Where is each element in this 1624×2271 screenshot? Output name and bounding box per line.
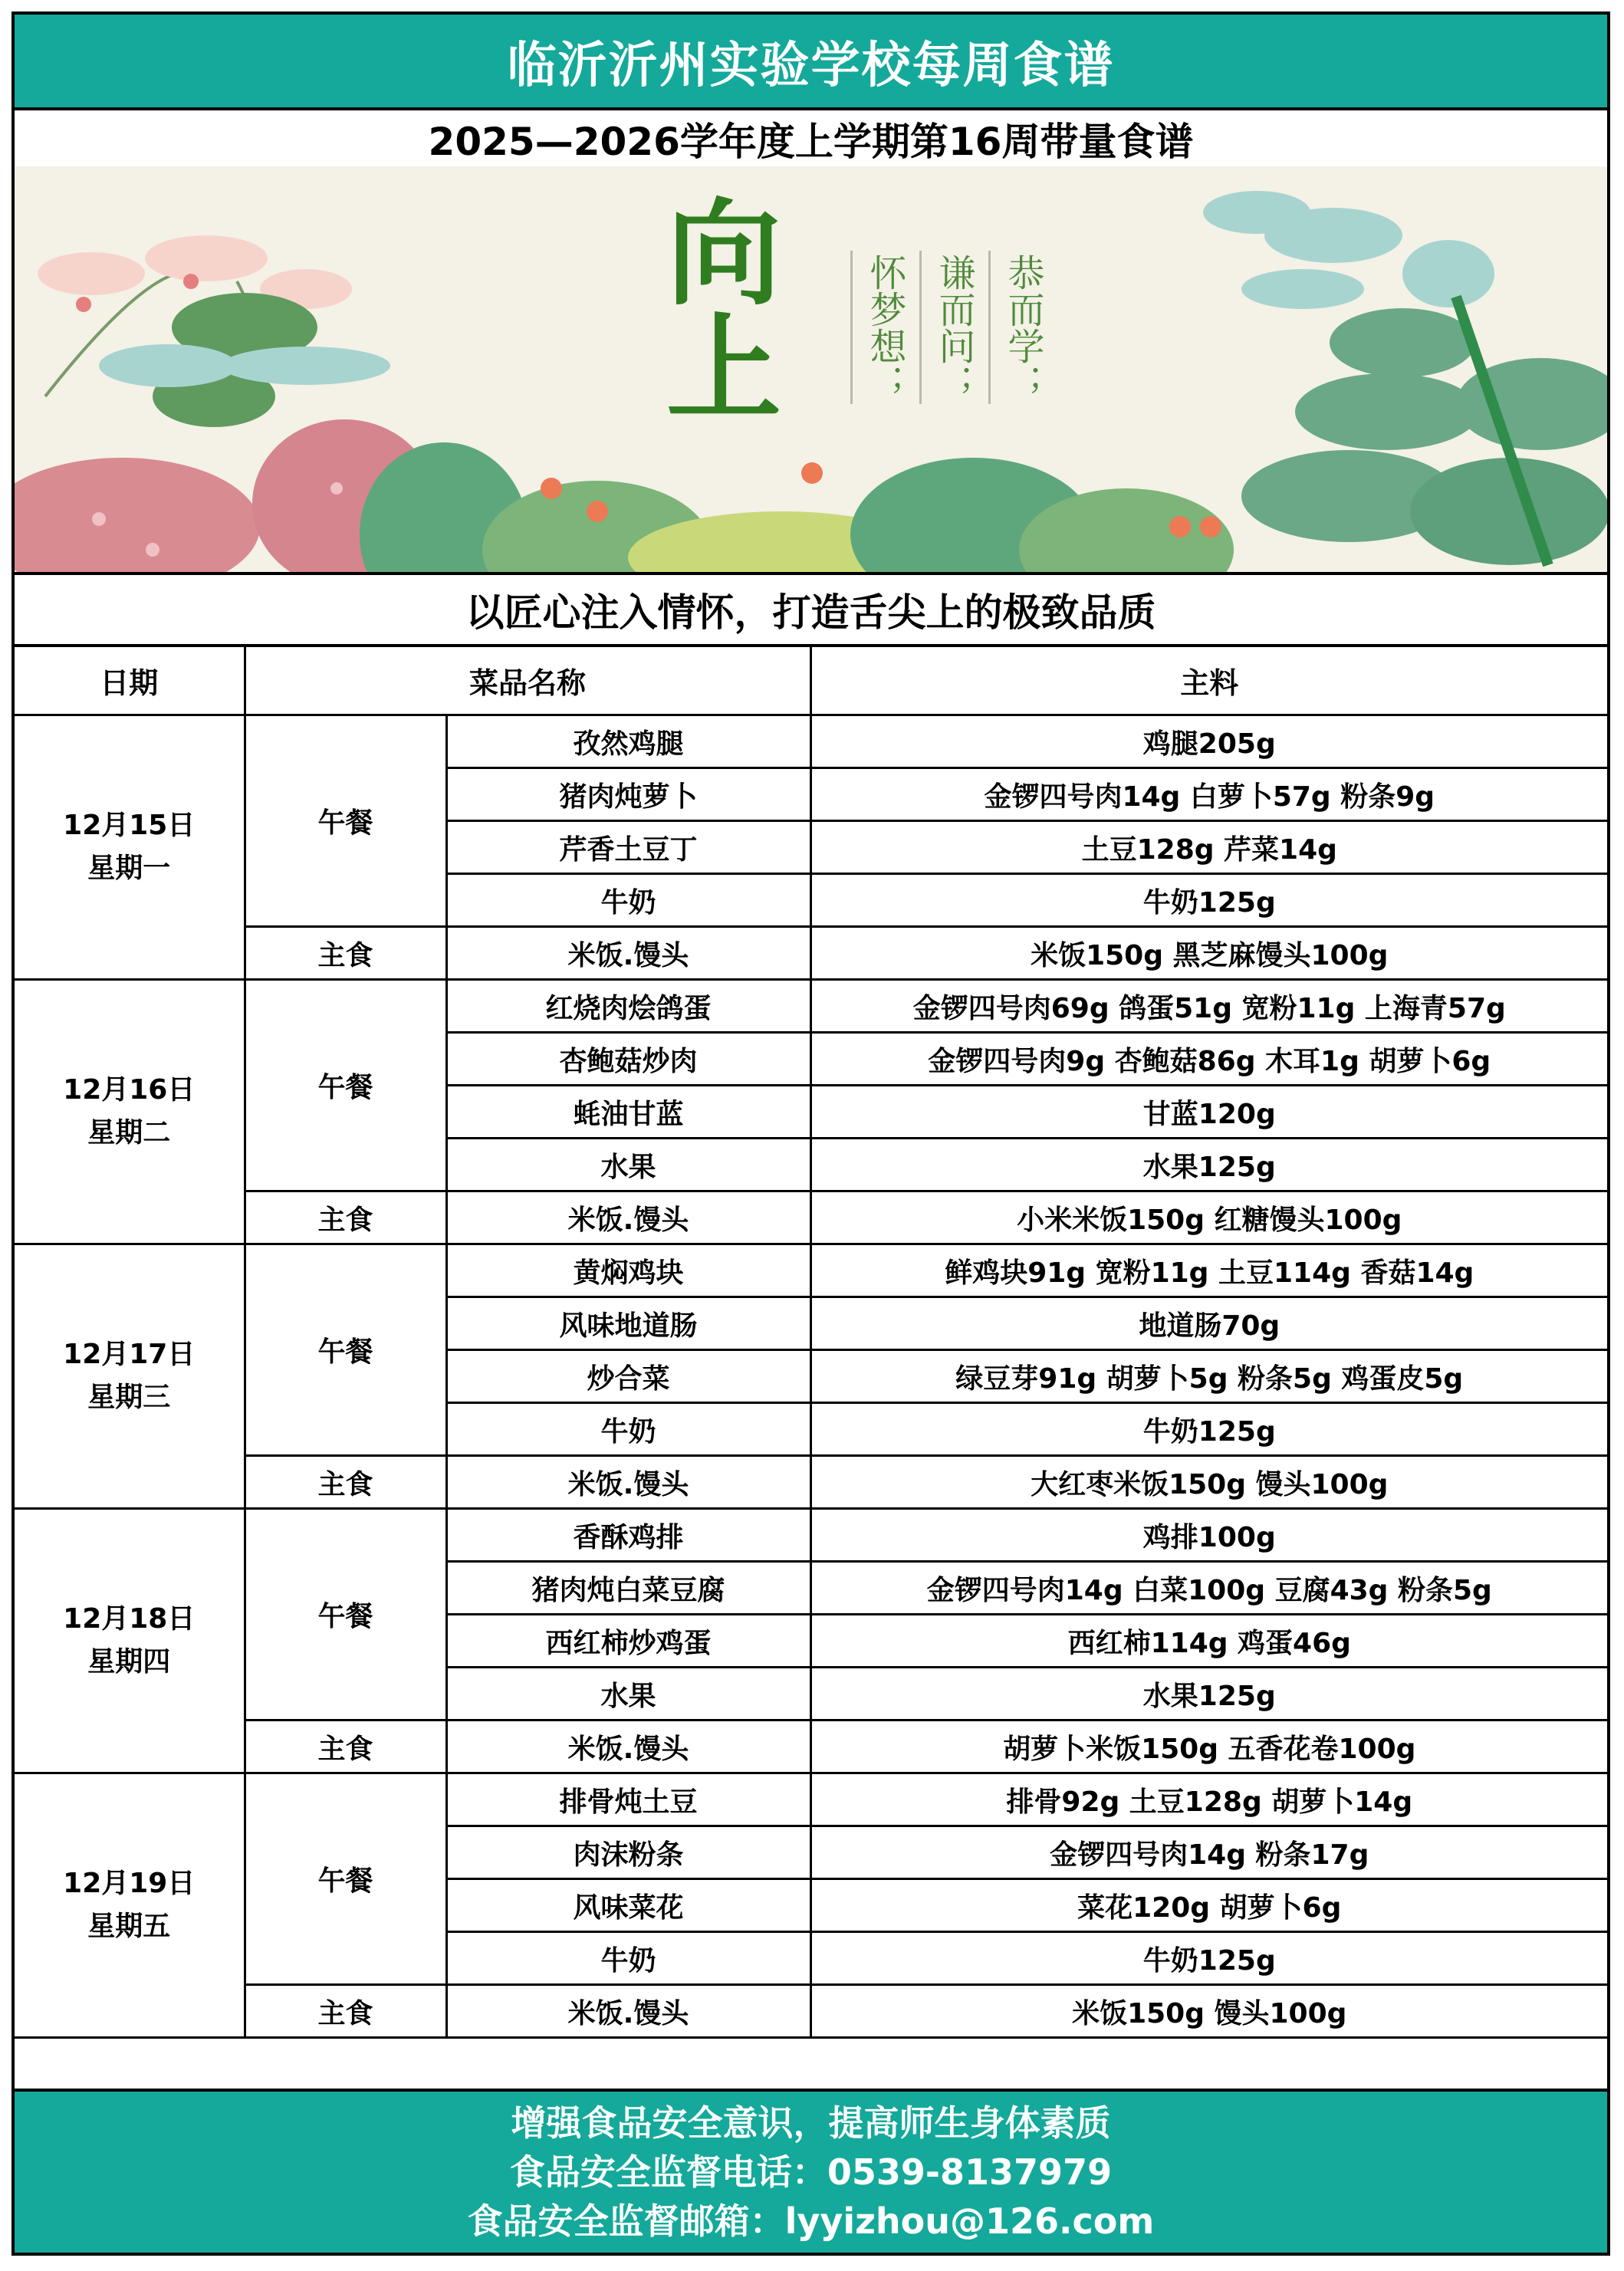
- footer-band: [15, 2089, 1607, 2253]
- dish-ingredients: 水果125g: [810, 1668, 1607, 1721]
- table-row: [15, 715, 1607, 768]
- dish-name: 排骨炖土豆: [446, 1773, 810, 1826]
- date-cell: [15, 1244, 245, 1509]
- dish-name: 炒合菜: [446, 1350, 810, 1403]
- staple-ingredients: 米饭150g 黑芝麻馒头100g: [810, 927, 1607, 980]
- staple-ingredients: 胡萝卜米饭150g 五香花卷100g: [810, 1721, 1607, 1773]
- weekday-label: 星期一: [87, 853, 171, 884]
- table-row: [15, 1721, 1607, 1773]
- staple-dish-name: 米饭.馒头: [446, 1456, 810, 1509]
- dish-name: 牛奶: [446, 874, 810, 927]
- meal-type-lunch: 午餐: [245, 980, 446, 1191]
- dish-name: 孜然鸡腿: [446, 715, 810, 768]
- weekday-label: 星期五: [87, 1911, 171, 1942]
- date-cell: [15, 715, 245, 980]
- dish-ingredients: 鸡排100g: [810, 1509, 1607, 1562]
- banner-motto-2: 谦而问；: [919, 251, 975, 404]
- weekday-label: 星期四: [87, 1646, 171, 1678]
- dish-name: 牛奶: [446, 1403, 810, 1456]
- date-label: 12月16日: [63, 1074, 196, 1106]
- dish-ingredients: 金锣四号肉14g 粉条17g: [810, 1826, 1607, 1879]
- dish-ingredients: 排骨92g 土豆128g 胡萝卜14g: [810, 1773, 1607, 1826]
- staple-dish-name: 米饭.馒头: [446, 1191, 810, 1244]
- table-header-row: [15, 647, 1607, 715]
- dish-ingredients: 金锣四号肉9g 杏鲍菇86g 木耳1g 胡萝卜6g: [810, 1033, 1607, 1086]
- table-row: [15, 1985, 1607, 2038]
- date-cell: [15, 1509, 245, 1773]
- dish-name: 蚝油甘蓝: [446, 1086, 810, 1139]
- dish-ingredients: 甘蓝120g: [810, 1086, 1607, 1139]
- footer-slogan: 增强食品安全意识，提高师生身体素质: [511, 2102, 1111, 2144]
- menu-body: [15, 715, 1607, 2038]
- meal-type-lunch: 午餐: [245, 1244, 446, 1456]
- staple-ingredients: 小米米饭150g 红糖馒头100g: [810, 1191, 1607, 1244]
- banner-motto-3: 怀梦想；: [850, 251, 906, 404]
- date-label: 12月19日: [63, 1868, 196, 1899]
- date-cell: [15, 980, 245, 1244]
- floral-illustration: [15, 166, 1607, 575]
- dish-ingredients: 地道肠70g: [810, 1297, 1607, 1350]
- title-band: [15, 15, 1607, 110]
- menu-sheet: [12, 12, 1610, 2256]
- page-title: 临沂沂州实验学校每周食谱: [507, 37, 1115, 94]
- menu-table: [15, 647, 1607, 2039]
- staple-dish-name: 米饭.馒头: [446, 1721, 810, 1773]
- dish-ingredients: 金锣四号肉69g 鸽蛋51g 宽粉11g 上海青57g: [810, 980, 1607, 1033]
- meal-type-lunch: 午餐: [245, 715, 446, 927]
- meal-type-staple: 主食: [245, 1721, 446, 1773]
- dish-ingredients: 西红柿114g 鸡蛋46g: [810, 1615, 1607, 1668]
- footer-phone: 食品安全监督电话：0539-8137979: [509, 2151, 1113, 2193]
- weekday-label: 星期三: [87, 1382, 171, 1413]
- dish-ingredients: 金锣四号肉14g 白萝卜57g 粉条9g: [810, 768, 1607, 821]
- staple-ingredients: 米饭150g 馒头100g: [810, 1985, 1607, 2038]
- header-ingredients: 主料: [810, 647, 1607, 715]
- weekday-label: 星期二: [87, 1117, 171, 1149]
- staple-dish-name: 米饭.馒头: [446, 1985, 810, 2038]
- dish-ingredients: 金锣四号肉14g 白菜100g 豆腐43g 粉条5g: [810, 1562, 1607, 1615]
- dish-name: 猪肉炖白菜豆腐: [446, 1562, 810, 1615]
- meal-type-lunch: 午餐: [245, 1773, 446, 1985]
- table-row: [15, 1773, 1607, 1826]
- dish-ingredients: 鲜鸡块91g 宽粉11g 土豆114g 香菇14g: [810, 1244, 1607, 1297]
- date-label: 12月15日: [63, 810, 196, 841]
- dish-ingredients: 绿豆芽91g 胡萝卜5g 粉条5g 鸡蛋皮5g: [810, 1350, 1607, 1403]
- meal-type-staple: 主食: [245, 927, 446, 980]
- week-subtitle: 2025—2026学年度上学期第16周带量食谱: [428, 119, 1194, 164]
- table-row: [15, 1509, 1607, 1562]
- dish-name: 水果: [446, 1668, 810, 1721]
- date-label: 12月18日: [63, 1603, 196, 1635]
- dish-name: 芹香土豆丁: [446, 821, 810, 874]
- dish-ingredients: 牛奶125g: [810, 1403, 1607, 1456]
- header-dish: 菜品名称: [245, 647, 810, 715]
- meal-type-staple: 主食: [245, 1191, 446, 1244]
- dish-ingredients: 牛奶125g: [810, 874, 1607, 927]
- date-label: 12月17日: [63, 1339, 196, 1370]
- dish-name: 猪肉炖萝卜: [446, 768, 810, 821]
- staple-ingredients: 大红枣米饭150g 馒头100g: [810, 1456, 1607, 1509]
- staple-dish-name: 米饭.馒头: [446, 927, 810, 980]
- table-row: [15, 1456, 1607, 1509]
- banner-main-text: 向上: [666, 188, 781, 436]
- dish-name: 西红柿炒鸡蛋: [446, 1615, 810, 1668]
- date-cell: [15, 1773, 245, 2038]
- footer-email: 食品安全监督邮箱：lyyizhou@126.com: [467, 2200, 1155, 2242]
- meal-type-staple: 主食: [245, 1985, 446, 2038]
- dish-name: 肉沫粉条: [446, 1826, 810, 1879]
- table-row: [15, 1191, 1607, 1244]
- table-row: [15, 980, 1607, 1033]
- meal-type-lunch: 午餐: [245, 1509, 446, 1721]
- dish-name: 香酥鸡排: [446, 1509, 810, 1562]
- header-date: 日期: [15, 647, 245, 715]
- table-row: [15, 927, 1607, 980]
- dish-name: 黄焖鸡块: [446, 1244, 810, 1297]
- dish-ingredients: 水果125g: [810, 1139, 1607, 1191]
- dish-name: 水果: [446, 1139, 810, 1191]
- slogan: 以匠心注入情怀，打造舌尖上的极致品质: [15, 575, 1607, 647]
- dish-name: 牛奶: [446, 1932, 810, 1985]
- dish-ingredients: 菜花120g 胡萝卜6g: [810, 1879, 1607, 1932]
- table-row: [15, 1244, 1607, 1297]
- decorative-banner: [15, 166, 1607, 575]
- dish-name: 红烧肉烩鸽蛋: [446, 980, 810, 1033]
- dish-ingredients: 牛奶125g: [810, 1932, 1607, 1985]
- meal-type-staple: 主食: [245, 1456, 446, 1509]
- banner-motto-1: 恭而学；: [988, 251, 1044, 404]
- dish-ingredients: 鸡腿205g: [810, 715, 1607, 768]
- dish-name: 杏鲍菇炒肉: [446, 1033, 810, 1086]
- dish-name: 风味地道肠: [446, 1297, 810, 1350]
- dish-name: 风味菜花: [446, 1879, 810, 1932]
- dish-ingredients: 土豆128g 芹菜14g: [810, 821, 1607, 874]
